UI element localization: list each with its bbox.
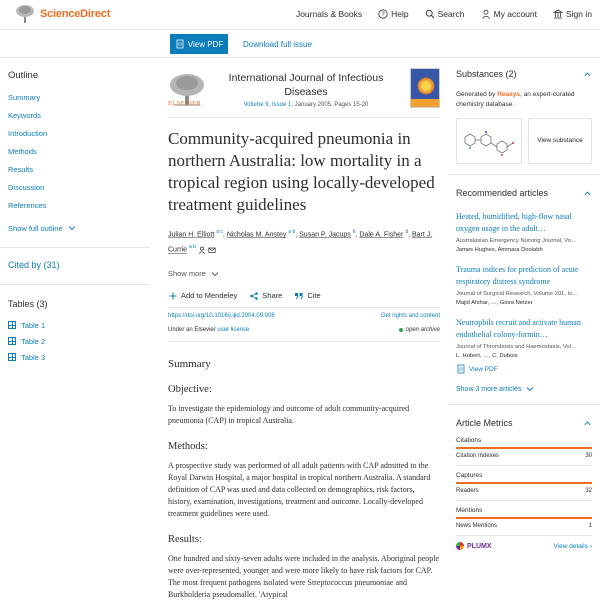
svg-text:?: ? bbox=[381, 12, 385, 19]
divider bbox=[0, 247, 150, 248]
chevron-down-icon bbox=[67, 223, 77, 233]
download-full-issue-link[interactable]: Download full issue bbox=[243, 40, 312, 49]
rights-content-link[interactable]: Get rights and content bbox=[380, 312, 440, 319]
cite-button[interactable] bbox=[294, 291, 320, 301]
date-pages: , January 2005, Pages 15-20 bbox=[291, 102, 369, 108]
table-link-2[interactable] bbox=[8, 333, 148, 349]
add-to-mendeley-button[interactable] bbox=[168, 291, 237, 301]
cite-label: Cite bbox=[307, 291, 321, 301]
nav-search[interactable] bbox=[425, 9, 465, 19]
recommended-item bbox=[456, 264, 592, 307]
author-link[interactable]: Julian H. Elliott bbox=[168, 231, 215, 239]
institution-icon bbox=[553, 9, 563, 19]
author-link[interactable]: Nicholas M. Anstey bbox=[226, 231, 287, 239]
substance-row bbox=[456, 118, 592, 164]
view-pdf-button[interactable] bbox=[170, 34, 228, 54]
publisher-name: ELSEVIER bbox=[168, 100, 202, 107]
outline-item-discussion[interactable]: Discussion bbox=[8, 183, 45, 192]
divider bbox=[448, 174, 600, 175]
license-prefix: Under an Elsevier bbox=[168, 326, 216, 333]
author-list: Julian H. Elliott $^{a c}$, Nicholas M. Anstey $^{a b}$, Susan P. Jacups $^b$, Dale A. Fisher $^d$, Bart J. Currie $^{a b}$ bbox=[168, 229, 433, 254]
license-text bbox=[168, 327, 249, 333]
methods-heading: Methods: bbox=[168, 440, 208, 452]
table-icon bbox=[8, 353, 16, 361]
share-button[interactable] bbox=[249, 291, 282, 301]
email-icon[interactable] bbox=[208, 246, 216, 254]
nav-sign-in[interactable] bbox=[553, 9, 592, 19]
nav-label: Search bbox=[437, 9, 465, 19]
article-toolbar bbox=[0, 30, 600, 58]
open-archive-badge bbox=[399, 327, 440, 333]
right-sidebar bbox=[456, 66, 592, 550]
show-full-outline-button[interactable] bbox=[8, 223, 148, 233]
objective-text: To investigate the epidemiology and outcome of adult community-acquired pneumonia (CAP) in tropical Australia. bbox=[168, 403, 410, 425]
recommended-authors: Majid Afshar, …, Giora Netzer bbox=[456, 299, 533, 306]
outline-item-results[interactable]: Results bbox=[8, 165, 34, 174]
metric-label: Citation Indexes bbox=[456, 453, 500, 459]
show-full-outline-label: Show full outline bbox=[8, 223, 63, 233]
nav-help[interactable] bbox=[378, 9, 408, 19]
article-main bbox=[168, 66, 440, 600]
chevron-down-icon bbox=[525, 384, 535, 394]
outline-item-references[interactable]: References bbox=[8, 201, 47, 210]
divider bbox=[0, 284, 150, 285]
recommended-article-link[interactable]: Heated, humidified, high-flow nasal oxygen usage in the adult… bbox=[456, 212, 572, 233]
chevron-up-icon bbox=[583, 70, 592, 79]
metric-value: 1 bbox=[588, 523, 592, 529]
methods-text: A prospective study was performed of all adult patients with CAP admitted to the Royal Darwin Hospital, a major hospital in tropical northern Australia. A standard definition of CAP was used and data collected on demographics, risk factors, history, examination, investigations, treatment and outcome. Locally-developed treatment guidelines were used. bbox=[168, 460, 431, 518]
brand-name: ScienceDirect bbox=[40, 8, 111, 20]
recommended-header[interactable] bbox=[456, 185, 592, 201]
outline-item-keywords[interactable]: Keywords bbox=[8, 111, 41, 120]
view-pdf-label: View PDF bbox=[187, 39, 224, 49]
view-details-label: View details bbox=[553, 542, 589, 550]
author-affiliation[interactable]: a c bbox=[216, 229, 223, 235]
open-archive-label: open archive bbox=[405, 326, 440, 333]
metrics-title: Article Metrics bbox=[456, 418, 513, 428]
table-label: Table 3 bbox=[21, 352, 46, 362]
quote-icon bbox=[294, 291, 304, 301]
divider bbox=[448, 404, 600, 405]
nav-label: Help bbox=[391, 9, 409, 19]
recommended-item bbox=[456, 211, 592, 254]
substances-header[interactable] bbox=[456, 66, 592, 82]
outline-item-methods[interactable]: Methods bbox=[8, 147, 37, 156]
author-link[interactable]: Susan P. Jacups bbox=[299, 231, 351, 239]
metric-value: 32 bbox=[585, 488, 592, 494]
top-nav bbox=[280, 9, 592, 19]
plumx-label: PLUMX bbox=[467, 542, 492, 550]
summary-heading: Summary bbox=[168, 357, 211, 370]
user-icon bbox=[481, 9, 491, 19]
nav-label: Journals & Books bbox=[295, 9, 363, 19]
recommended-article-link[interactable]: Neutrophils recruit and activate human endothelial colony-formin… bbox=[456, 318, 581, 339]
metric-row bbox=[456, 488, 592, 501]
elsevier-tree-icon bbox=[14, 4, 36, 24]
nav-my-account[interactable] bbox=[481, 9, 537, 19]
table-link-3[interactable] bbox=[8, 349, 148, 365]
journal-title-link[interactable]: International Journal of Infectious Diseases bbox=[228, 72, 384, 98]
recommended-journal: Journal of Surgical Research, Volume 201, Is… bbox=[456, 291, 578, 297]
license-row bbox=[168, 327, 440, 342]
cited-by-link[interactable]: Cited by (31) bbox=[8, 260, 60, 270]
person-icon bbox=[198, 246, 206, 254]
view-substance-button[interactable]: View substance bbox=[528, 118, 592, 164]
outline-item-summary[interactable]: Summary bbox=[8, 93, 41, 102]
metric-row bbox=[456, 453, 592, 466]
sciencedirect-logo[interactable] bbox=[14, 4, 110, 24]
molecule-icon bbox=[457, 119, 521, 163]
chevron-up-icon bbox=[583, 189, 592, 198]
outline-sidebar bbox=[8, 70, 148, 365]
chevron-down-icon bbox=[210, 269, 220, 279]
recommended-item bbox=[456, 317, 592, 374]
results-heading: Results: bbox=[168, 533, 202, 545]
substances-title: Substances (2) bbox=[456, 69, 517, 79]
recommended-view-pdf-link[interactable] bbox=[456, 364, 592, 374]
metric-category-citations: Citations bbox=[456, 437, 592, 449]
doi-link[interactable]: https://doi.org/10.1016/j.ijid.2004.09.008 bbox=[168, 312, 275, 319]
metric-label: News Mentions bbox=[456, 523, 498, 529]
table-label: Table 2 bbox=[21, 336, 46, 346]
recommended-journal: Journal of Thrombosis and Haemostasis, Vol… bbox=[456, 344, 577, 350]
table-link-1[interactable] bbox=[8, 317, 148, 333]
open-access-dot-icon bbox=[399, 328, 403, 332]
generated-suffix: , an expert-curated chemistry database. bbox=[456, 91, 575, 108]
recommended-title: Recommended articles bbox=[456, 188, 549, 198]
show-more-label: Show more bbox=[168, 269, 206, 279]
table-label: Table 1 bbox=[21, 320, 46, 330]
chemical-structure-image[interactable] bbox=[456, 118, 522, 164]
show-more-button[interactable] bbox=[168, 269, 440, 279]
recommended-article-link[interactable]: Trauma indices for prediction of acute respiratory distress syndrome bbox=[456, 265, 579, 286]
recommended-authors: James Hughes, Ammara Doolabh bbox=[456, 246, 543, 253]
author-affiliation[interactable]: a b bbox=[189, 244, 196, 251]
metric-category-captures: Captures bbox=[456, 472, 592, 484]
nav-journals-books[interactable] bbox=[296, 9, 362, 19]
author-affiliation[interactable]: d bbox=[405, 229, 409, 235]
author-affiliation[interactable]: a b bbox=[288, 229, 296, 235]
author-link[interactable]: Bart J. Currie bbox=[168, 231, 433, 254]
tables-title: Tables (3) bbox=[8, 299, 48, 309]
view-pdf-label: View PDF bbox=[469, 365, 498, 373]
doi-row bbox=[168, 307, 440, 319]
author-affiliation[interactable]: b bbox=[352, 229, 356, 235]
help-circle-icon bbox=[378, 9, 388, 19]
journal-header bbox=[168, 66, 440, 118]
recommended-authors: L. Hubert, …, C. Dubois bbox=[456, 352, 518, 359]
metric-value: 30 bbox=[585, 453, 592, 459]
author-link[interactable]: Dale A. Fisher bbox=[359, 231, 404, 239]
share-label: Share bbox=[262, 291, 283, 301]
top-bar bbox=[0, 0, 600, 30]
nav-label: My account bbox=[493, 9, 537, 19]
journal-cover-image[interactable] bbox=[410, 68, 440, 108]
journal-issue-meta bbox=[212, 102, 400, 108]
metric-label: Readers bbox=[456, 488, 479, 494]
view-details-link[interactable]: View details › bbox=[553, 542, 592, 550]
add-to-mendeley-label: Add to Mendeley bbox=[181, 291, 238, 301]
plumx-row bbox=[456, 542, 592, 550]
generated-prefix: Generated by bbox=[456, 91, 496, 98]
user-license-link[interactable]: user license bbox=[217, 326, 250, 333]
outline-item-introduction[interactable]: Introduction bbox=[8, 129, 48, 138]
metrics-header[interactable] bbox=[456, 415, 592, 431]
volume-issue-link[interactable]: Volume 9, Issue 1 bbox=[243, 102, 292, 108]
search-icon bbox=[425, 9, 435, 19]
article-title: Community-acquired pneumonia in northern Australia: low mortality in a tropical region using locally-developed treatment guidelines bbox=[168, 129, 435, 214]
chevron-up-icon bbox=[583, 419, 592, 428]
generated-by-text bbox=[456, 90, 592, 110]
show-more-articles-button[interactable] bbox=[456, 384, 592, 394]
plumx-logo[interactable] bbox=[456, 542, 492, 550]
share-icon bbox=[249, 291, 259, 301]
plus-icon bbox=[168, 291, 178, 301]
metric-row bbox=[456, 523, 592, 536]
show-more-articles-label: Show 3 more articles bbox=[456, 385, 522, 393]
pdf-icon bbox=[175, 39, 185, 49]
pdf-icon bbox=[456, 364, 466, 374]
recommended-journal: Australasian Emergency Nursing Journal, Vo… bbox=[456, 238, 577, 244]
results-text: One hundred and sixty-seven adults were included in the analysis. Aboriginal people were over-represented, younger and were more likely to have risk factors for CAP. The most frequent pathogens isolated were Streptococcus pneumoniae and Burkholderia pseudomallei. 'Atypical bbox=[168, 553, 440, 599]
table-icon bbox=[8, 321, 16, 329]
table-icon bbox=[8, 337, 16, 345]
reaxys-link[interactable]: Reaxys bbox=[497, 91, 520, 98]
outline-title: Outline bbox=[8, 70, 39, 81]
metric-category-mentions: Mentions bbox=[456, 507, 592, 519]
nav-label: Sign in bbox=[566, 9, 592, 19]
article-actions bbox=[168, 291, 440, 301]
objective-heading: Objective: bbox=[168, 383, 212, 395]
plumx-flower-icon bbox=[456, 542, 464, 550]
